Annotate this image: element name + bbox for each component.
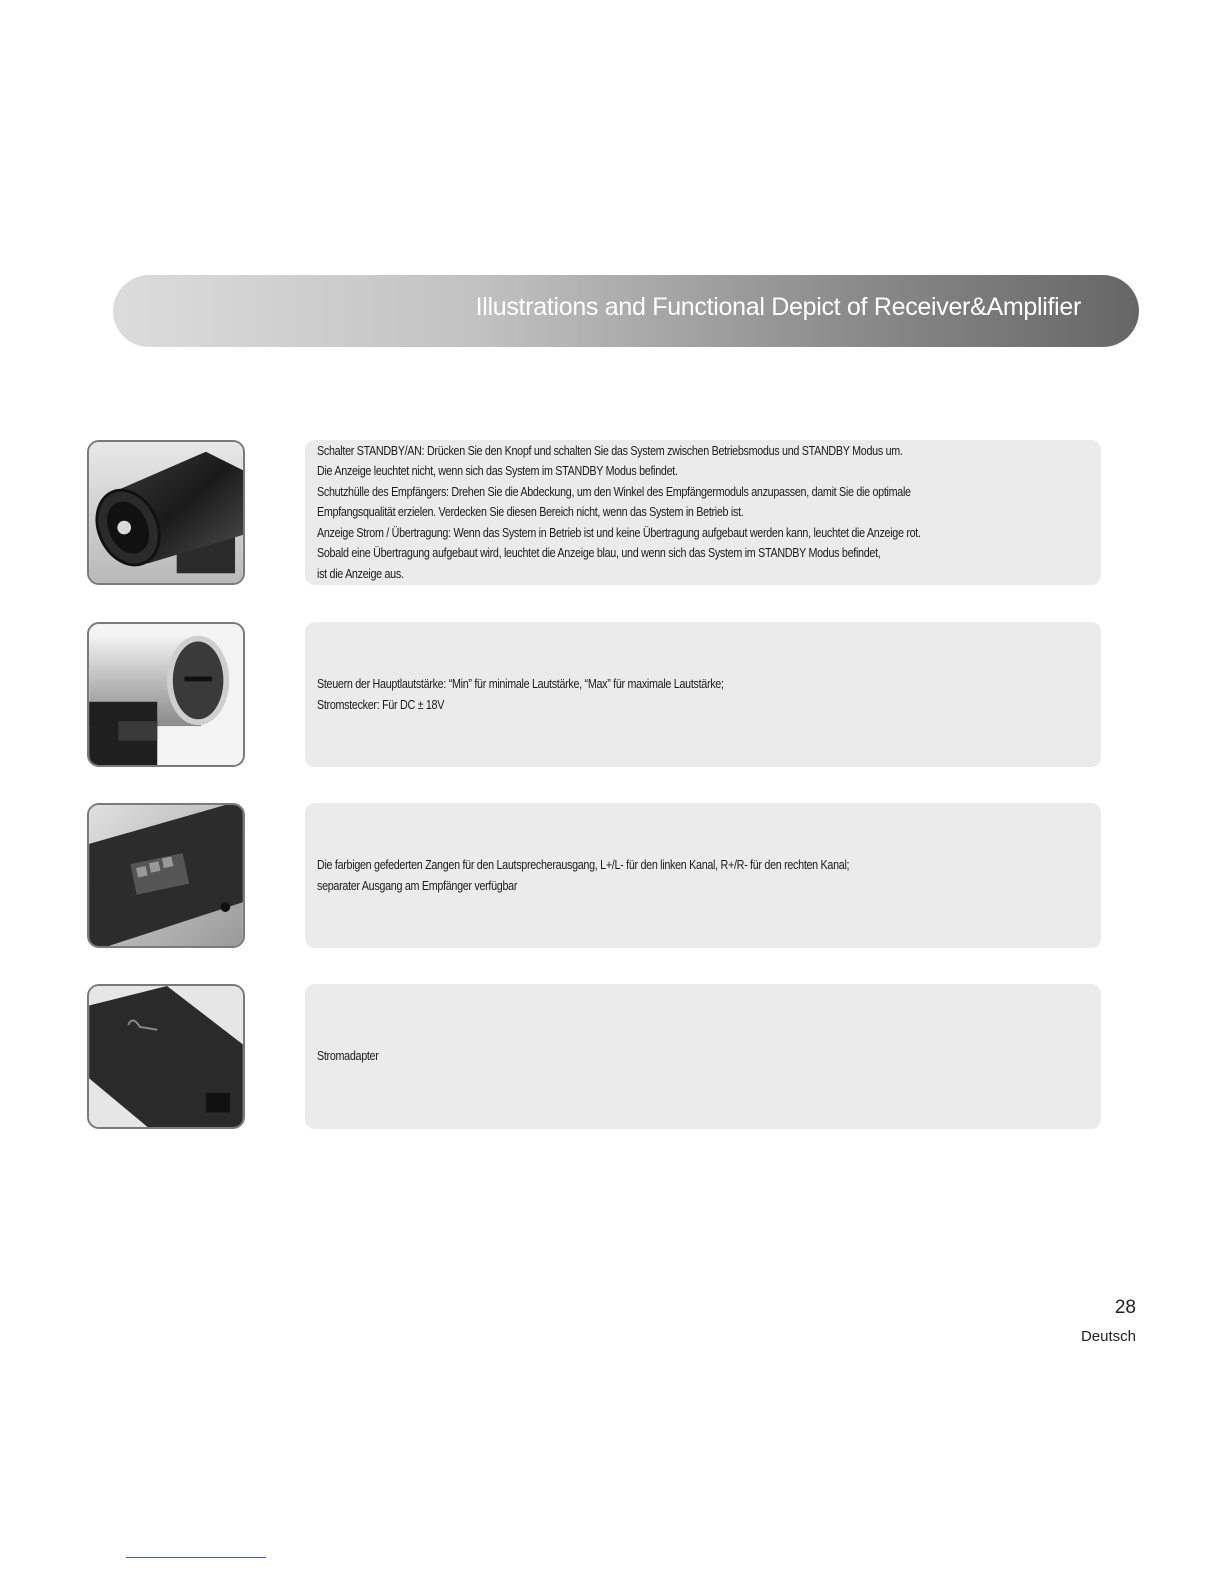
speaker-output-image [87,803,245,948]
banner-title: Illustrations and Functional Depict of Receiver&Amplifier [475,293,1081,321]
page-number: 28 [1114,1297,1136,1318]
receiver-front-image [87,440,245,585]
power-adapter-image [87,984,245,1129]
description-line: Steuern der Hauptlautstärke: “Min” für minimale Lautstärke, “Max” für maximale Lautstärke; [317,677,724,691]
description-panel-power-adapter [305,984,1101,1129]
description-line: Schalter STANDBY/AN: Drücken Sie den Knopf und schalten Sie das System zwischen Betriebsmodus und STANDBY Modus um. [317,443,903,458]
volume-knob-icon [89,624,243,765]
description-line: separater Ausgang am Empfänger verfügbar [317,878,518,893]
page-language: Deutsch [1080,1328,1136,1345]
footnote-separator [126,1557,266,1558]
description-panel-speaker-output [305,803,1101,948]
volume-knob-image [87,622,245,767]
description-line: Die farbigen gefederten Zangen für den Lautsprecherausgang, L+/L- für den linken Kanal, R+/R- für den rechten Kanal; [317,858,850,872]
description-line: Die Anzeige leuchtet nicht, wenn sich das System im STANDBY Modus befindet. [317,464,678,479]
description-line: Stromstecker: Für DC ± 18V [317,697,445,712]
description-line: ist die Anzeige aus. [317,566,404,581]
description-panel-standby [305,440,1101,585]
description-line: Sobald eine Übertragung aufgebaut wird, leuchtet die Anzeige blau, und wenn sich das System im STANDBY Modus befindet, [317,546,881,561]
section-banner [113,275,1139,347]
description-line: Empfangsqualität erzielen. Verdecken Sie diesen Bereich nicht, wenn das System in Betrieb ist. [317,505,744,520]
receiver-front-icon [89,442,243,583]
description-panel-volume [305,622,1101,767]
description-line: Stromadapter [317,1049,379,1064]
description-line: Anzeige Strom / Übertragung: Wenn das System in Betrieb ist und keine Übertragung aufgebaut werden kann, leuchtet die Anzeige rot. [317,525,921,540]
description-line: Schutzhülle des Empfängers: Drehen Sie die Abdeckung, um den Winkel des Empfängermoduls anzupassen, damit Sie die optimale [317,484,911,499]
speaker-clamps-icon [89,805,243,946]
power-adapter-icon [89,986,243,1127]
